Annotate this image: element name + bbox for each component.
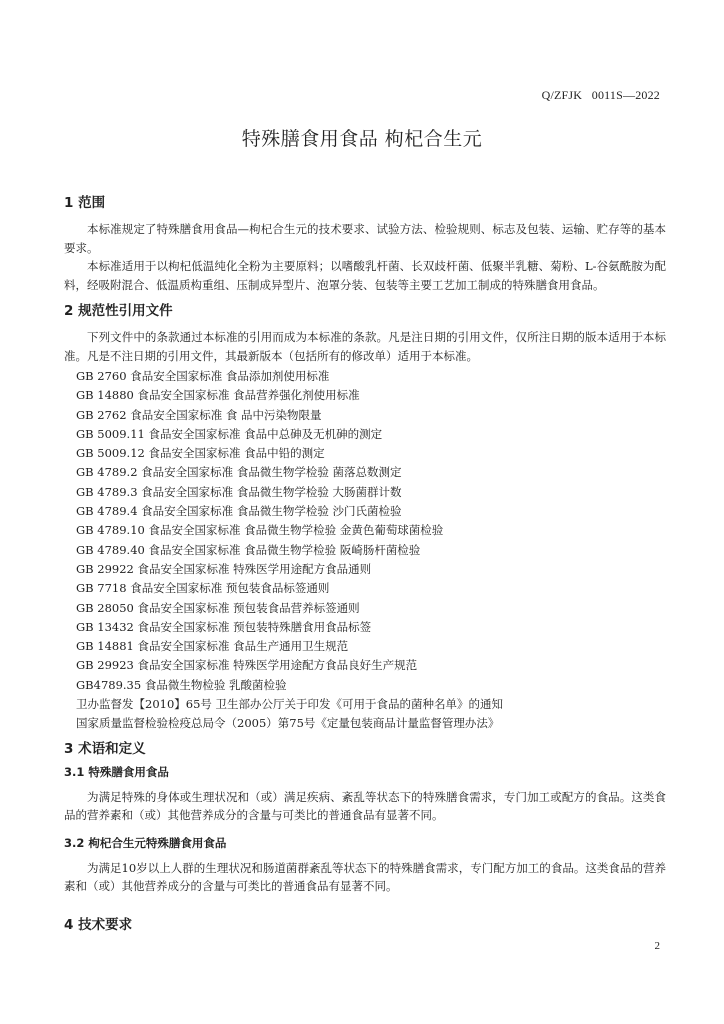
reference-item: GB 13432 食品安全国家标准 预包装特殊膳食用食品标签	[76, 619, 372, 634]
reference-item: GB 7718 食品安全国家标准 预包装食品标签通则	[76, 581, 330, 596]
document-title: 特殊膳食用食品 枸杞合生元	[241, 128, 483, 150]
term-heading-goji-synbiotic: 3.2 枸杞合生元特殊膳食用食品	[64, 835, 227, 850]
reference-item: GB4789.35 食品微生物检验 乳酸菌检验	[76, 677, 287, 692]
reference-item: GB 4789.10 食品安全国家标准 食品微生物学检验 金黄色葡萄球菌检验	[76, 523, 444, 538]
section-heading-terms: 3 术语和定义	[64, 740, 146, 757]
reference-item: GB 29923 食品安全国家标准 特殊医学用途配方食品良好生产规范	[76, 658, 418, 673]
section-heading-references: 2 规范性引用文件	[64, 303, 173, 319]
section-heading-scope: 1 范围	[64, 195, 106, 211]
scope-paragraph-2: 本标准适用于以枸杞低温纯化全粉为主要原料；以嗜酸乳杆菌、长双歧杆菌、低聚半乳糖、菊粉、L-谷氨酰胺为配料，经吸附混合、低温质构重组、压制成异型片、泡罩分装、包装等主要工艺加工制成的特殊膳食用食品。	[64, 259, 666, 292]
section-heading-technical-requirements: 4 技术要求	[64, 916, 133, 933]
reference-item: GB 14880 食品安全国家标准 食品营养强化剂使用标准	[76, 388, 360, 403]
reference-item: GB 4789.4 食品安全国家标准 食品微生物学检验 沙门氏菌检验	[76, 504, 402, 519]
references-intro: 下列文件中的条款通过本标准的引用而成为本标准的条款。凡是注日期的引用文件，仅所注日期的版本适用于本标准。凡是不注日期的引用文件，其最新版本（包括所有的修改单）适用于本标准。	[64, 330, 666, 363]
reference-item: 国家质量监督检验检疫总局令（2005）第75号《定量包装商品计量监督管理办法》	[76, 716, 500, 731]
reference-item: 卫办监督发【2010】65号 卫生部办公厅关于印发《可用于食品的菌种名单》的通知	[76, 697, 504, 712]
reference-item: GB 2762 食品安全国家标准 食 品中污染物限量	[76, 407, 322, 422]
term-definition-special-dietary-food: 为满足特殊的身体或生理状况和（或）满足疾病、紊乱等状态下的特殊膳食需求，专门加工或配方的食品。这类食品的营养素和（或）其他营养成分的含量与可类比的普通食品有显著不同。	[64, 789, 666, 823]
document-body	[64, 190, 666, 936]
term-heading-special-dietary-food: 3.1 特殊膳食用食品	[64, 764, 169, 779]
reference-item: GB 5009.11 食品安全国家标准 食品中总砷及无机砷的测定	[76, 426, 383, 441]
reference-item: GB 29922 食品安全国家标准 特殊医学用途配方食品通则	[76, 561, 372, 576]
reference-item: GB 4789.3 食品安全国家标准 食品微生物学检验 大肠菌群计数	[76, 484, 402, 499]
reference-item: GB 5009.12 食品安全国家标准 食品中铅的测定	[76, 446, 325, 461]
reference-item: GB 14881 食品安全国家标准 食品生产通用卫生规范	[76, 639, 349, 654]
reference-list	[64, 367, 666, 734]
reference-item: GB 4789.2 食品安全国家标准 食品微生物学检验 菌落总数测定	[76, 465, 402, 480]
standard-code: Q/ZFJK 0011S—2022	[541, 88, 660, 102]
term-definition-goji-synbiotic: 为满足10岁以上人群的生理状况和肠道菌群紊乱等状态下的特殊膳食需求，专门配方加工的食品。这类食品的营养素和（或）其他营养成分的含量与可类比的普通食品有显著不同。	[64, 860, 666, 894]
scope-paragraph-1: 本标准规定了特殊膳食用食品—枸杞合生元的技术要求、试验方法、检验规则、标志及包装、运输、贮存等的基本要求。	[64, 222, 666, 255]
reference-item: GB 2760 食品安全国家标准 食品添加剂使用标准	[76, 369, 330, 383]
page-number: 2	[654, 940, 660, 952]
reference-item: GB 28050 食品安全国家标准 预包装食品营养标签通则	[76, 600, 360, 615]
reference-item: GB 4789.40 食品安全国家标准 食品微生物学检验 阪崎肠杆菌检验	[76, 542, 421, 557]
